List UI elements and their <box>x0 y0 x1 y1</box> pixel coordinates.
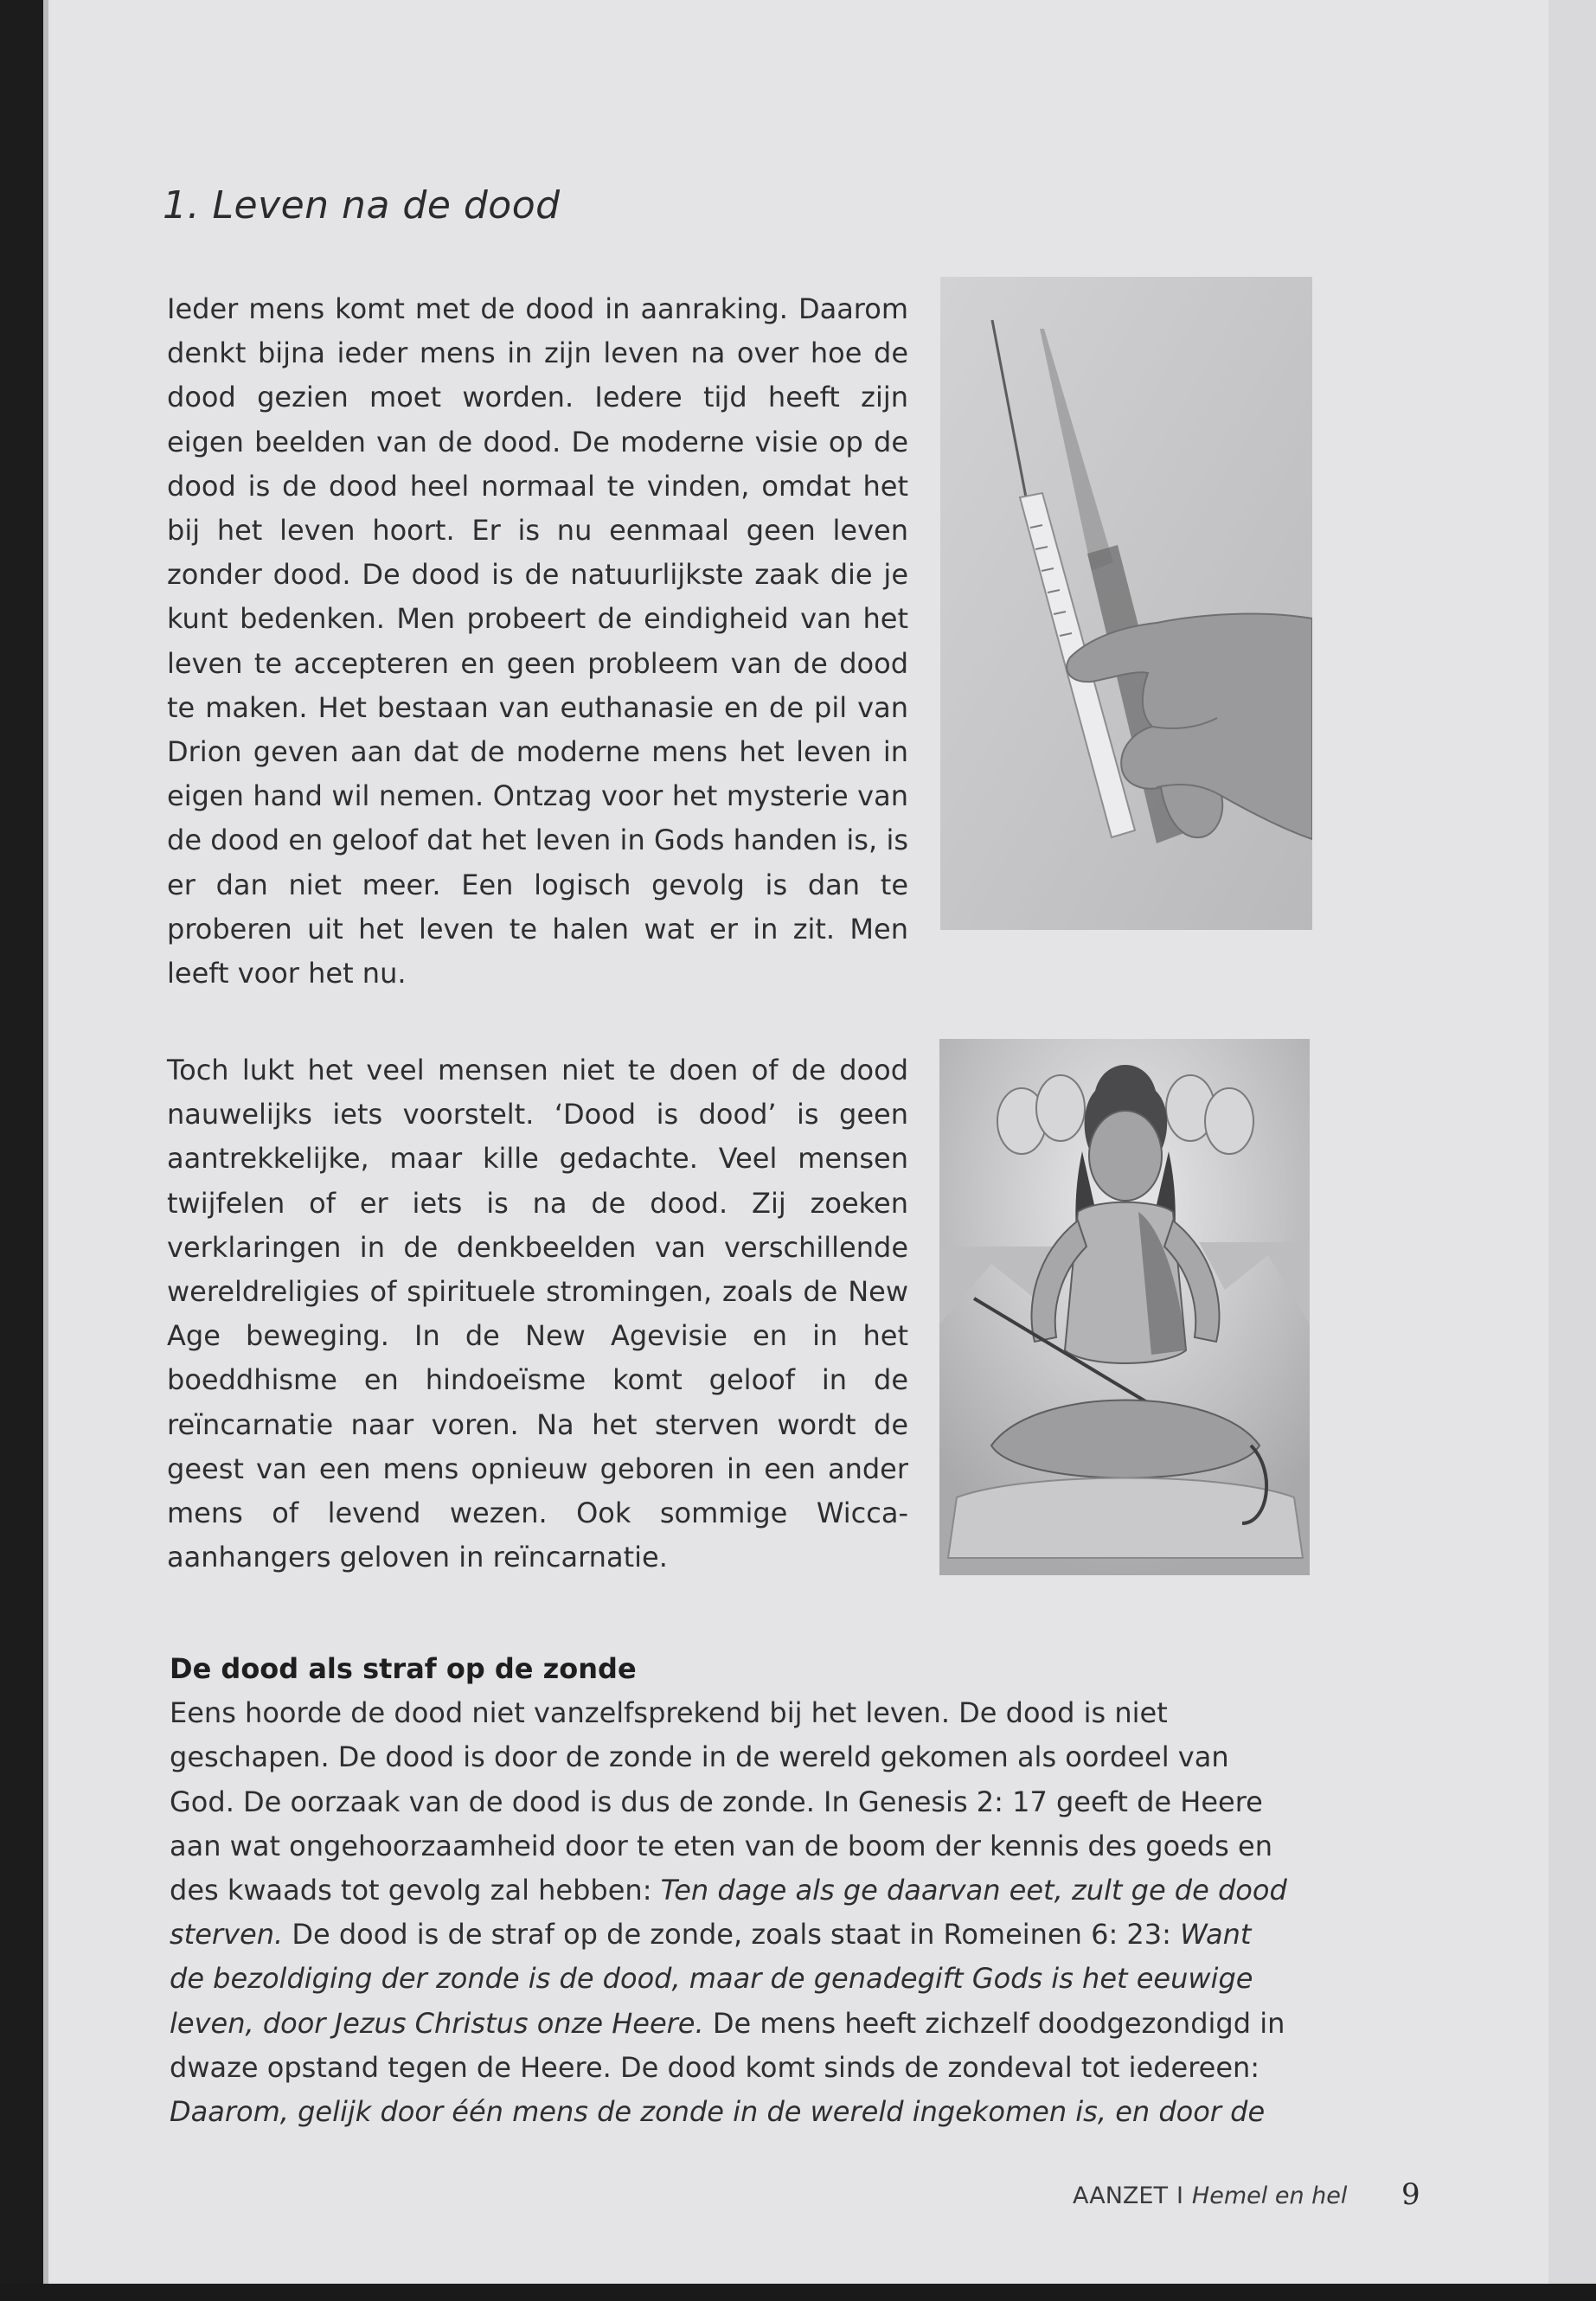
syringe-photo-drawing <box>940 277 1312 930</box>
shiva-illustration-drawing <box>939 1039 1310 1575</box>
central-face <box>1089 1111 1162 1201</box>
shiva-illustration <box>939 1039 1310 1575</box>
paragraph-reincarnation: Toch lukt het veel mensen niet te doen of de dood nauwelijks iets voorstelt. ‘Dood is dood’ is geen aantrekkelijke, maar kille gedachte. Veel mensen twijfelen of er iets is na de dood. Zij zoeken verklaringen in de denkbeelden van verschillende wereldreligies of spirituele stromingen, zoals de New Age beweging. In de New Agevisie en in het boeddhisme en hindoeïsme komt geloof in de reïncarnatie naar voren. Na het sterven wordt de geest van een mens opnieuw geboren in een ander mens of levend wezen. Ook sommige Wicca-aanhangers geloven in reïncarnatie. <box>167 1054 908 1574</box>
section-death-as-punishment <box>170 1647 1294 2134</box>
section-text-2: De dood is de straf op de zonde, zoals staat in Romeinen 6: 23: <box>283 1918 1181 1952</box>
chapter-title <box>163 183 561 228</box>
quote-romans-5: Daarom, gelijk door één mens de zonde in de wereld ingekomen is, en door de <box>170 2095 1266 2129</box>
syringe-photo <box>940 277 1312 930</box>
chapter-title-text: Leven na de dood <box>212 183 561 228</box>
quote-romans: Want de bezoldiging der zonde is de dood, maar de genadegift Gods is het eeuwige leven, door Jezus Christus onze Heere. <box>170 1918 1253 2040</box>
scan-bottom-strip <box>0 2284 1596 2301</box>
section-text-3: De mens heeft zichzelf doodgezondigd in dwaze opstand tegen de Heere. De dood komt sinds de zondeval tot iedereen: <box>170 2006 1285 2084</box>
footer-separator: I <box>1176 2182 1183 2209</box>
paragraph-modern-view-of-death: Ieder mens komt met de dood in aanraking. Daarom denkt bijna ieder mens in zijn leven na over hoe de dood gezien moet worden. Iedere tijd heeft zijn eigen beelden van de dood. De moderne visie op de dood is de dood heel normaal te vinden, omdat het bij het leven hoort. Er is nu eenmaal geen leven zonder dood. De dood is de natuurlijkste zaak die je kunt bedenken. Men probeert de eindigheid van het leven te accepteren en geen probleem van de dood te maken. Het bestaan van euthanasie en de pil van Drion geven aan dat de moderne mens het leven in eigen hand wil nemen. Ontzag voor het mysterie van de dood en geloof dat het leven in Gods handen is, is er dan niet meer. Een logisch gevolg is dan te proberen uit het leven te halen wat er in zit. Men leeft voor het nu. <box>167 292 908 990</box>
page-footer <box>1073 2177 1420 2212</box>
footer-series: AANZET <box>1073 2182 1168 2209</box>
footer-title: Hemel en hel <box>1191 2182 1348 2209</box>
quote-genesis: Ten dage als ge daarvan eet, zult ge de dood sterven. <box>170 1874 1287 1952</box>
page-number: 9 <box>1401 2177 1420 2212</box>
section-heading: De dood als straf op de zonde <box>170 1652 637 1685</box>
chapter-number: 1. <box>163 183 200 228</box>
section-text-1: Eens hoorde de dood niet vanzelfsprekend bij het leven. De dood is niet geschapen. De dood is door de zonde in de wereld gekomen als oordeel van God. De oorzaak van de dood is dus de zonde. In Genesis 2: 17 geeft de Heere aan wat ongehoorzaamheid door te eten van de boom der kennis des goeds en des kwaads tot gevolg zal hebben: <box>170 1696 1272 1907</box>
seat-rug <box>948 1478 1303 1559</box>
page-edge-right <box>1548 0 1596 2301</box>
